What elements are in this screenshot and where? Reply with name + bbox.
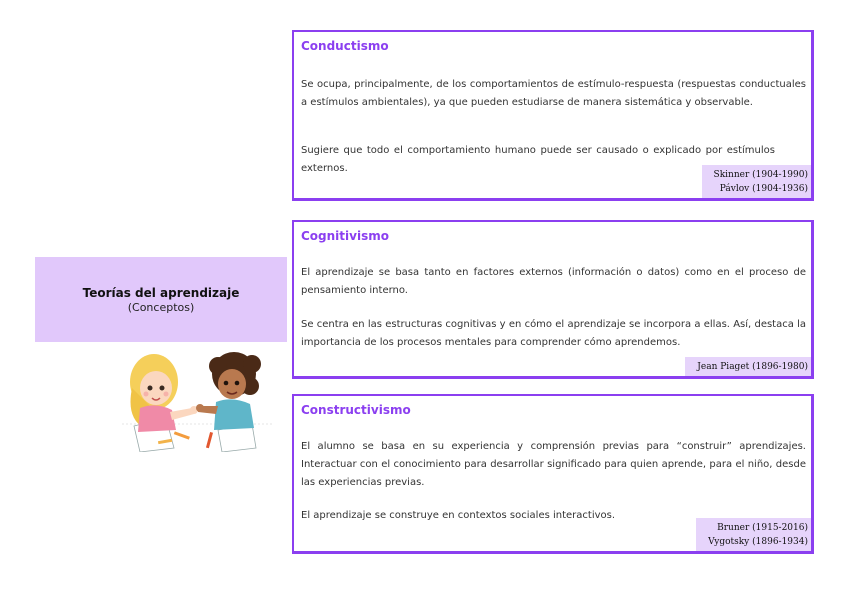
author-name: Jean Piaget (1896-1980): [697, 362, 808, 372]
author-name: Vygotsky (1896-1934): [708, 537, 808, 547]
card-paragraph: Sugiere que todo el comportamiento humano puede ser causado o explicado por estímulos externos.: [301, 145, 775, 174]
card-constructivismo: [292, 394, 814, 554]
concept-title-box: [35, 257, 287, 342]
card-paragraph: El alumno se basa en su experiencia y comprensión previas para “construir” aprendizajes. Interactuar con el conocimiento para desarrollar significado para quien aprende, para el niño, desde las experiencias previas.: [301, 441, 806, 488]
authors-badge: [702, 165, 811, 198]
card-cognitivismo: [292, 220, 814, 379]
card-heading: Conductismo: [301, 39, 389, 53]
page-title: Teorías del aprendizaje: [82, 285, 240, 300]
author-name: Pávlov (1904-1936): [719, 184, 808, 194]
page-subtitle: (Conceptos): [127, 300, 195, 314]
authors-badge: [685, 357, 811, 376]
card-conductismo: [292, 30, 814, 201]
authors-badge: [696, 518, 811, 551]
author-name: Skinner (1904-1990): [713, 170, 808, 180]
children-high-five-illustration: [122, 348, 272, 452]
card-paragraph: El aprendizaje se construye en contextos sociales interactivos.: [301, 510, 616, 521]
card-paragraph: Se ocupa, principalmente, de los comportamientos de estímulo-respuesta (respuestas conductuales a estímulos ambientales), ya que pueden estudiarse de manera sistemática y observable.: [301, 79, 806, 108]
card-heading: Constructivismo: [301, 403, 411, 417]
author-name: Bruner (1915-2016): [717, 523, 808, 533]
card-paragraph: El aprendizaje se basa tanto en factores externos (información o datos) como en el proceso de pensamiento interno.: [301, 267, 806, 296]
card-heading: Cognitivismo: [301, 229, 389, 243]
card-paragraph: Se centra en las estructuras cognitivas y en cómo el aprendizaje se incorpora a ellas. Así, destaca la importancia de los procesos mentales para comprender cómo aprendemos.: [301, 319, 806, 348]
